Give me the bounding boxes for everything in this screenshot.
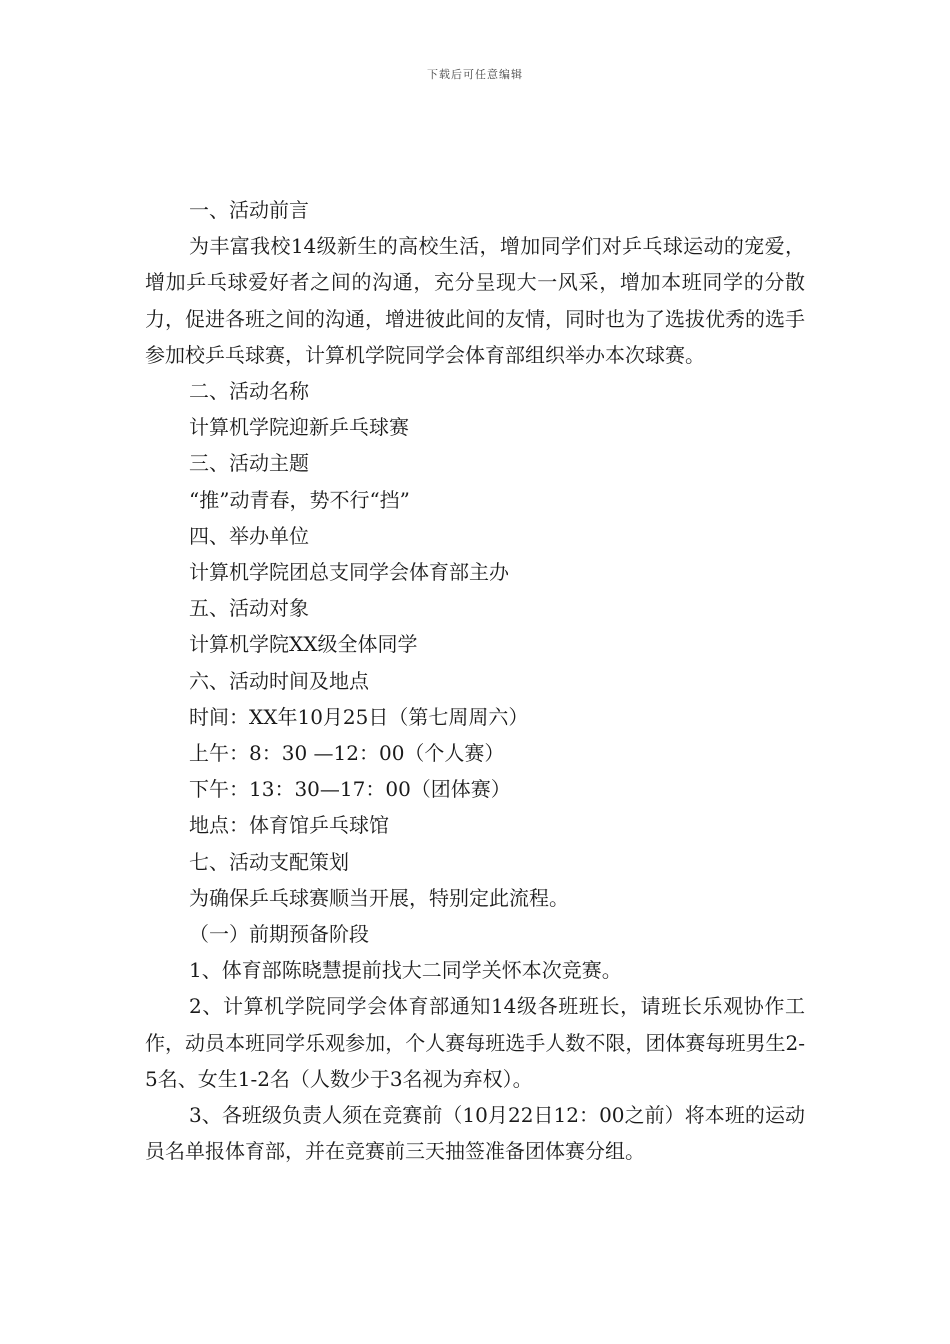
subheading-preparation: （一）前期预备阶段 <box>189 922 369 947</box>
paragraph-date: 时间：XX年10月25日（第七周周六） <box>189 704 529 729</box>
document-body <box>145 192 805 1169</box>
section-heading-organizer: 四、举办单位 <box>189 523 309 548</box>
section-heading-time-place: 六、活动时间及地点 <box>189 668 369 693</box>
page-header-note: 下载后可任意编辑 <box>427 68 523 81</box>
list-item-1: 1、体育部陈晓慧提前找大二同学关怀本次竞赛。 <box>189 958 622 983</box>
paragraph-name: 计算机学院迎新乒乓球赛 <box>189 415 409 440</box>
paragraph-participants: 计算机学院XX级全体同学 <box>189 632 418 657</box>
paragraph-morning: 上午：8：30 —12：00（个人赛） <box>189 741 505 766</box>
section-heading-plan: 七、活动支配策划 <box>189 849 349 874</box>
paragraph-organizer: 计算机学院团总支同学会体育部主办 <box>189 560 509 585</box>
section-heading-theme: 三、活动主题 <box>189 451 309 476</box>
list-item-3: 3、各班级负责人须在竞赛前（10月22日12：00之前）将本班的运动员名单报体育部，并在竞赛前三天抽签准备团体赛分组。 <box>145 1103 805 1164</box>
paragraph-afternoon: 下午：13：30—17：00（团体赛） <box>189 777 511 802</box>
paragraph-theme: “推”动青春，势不行“挡” <box>189 487 410 512</box>
section-heading-participants: 五、活动对象 <box>189 596 309 621</box>
section-heading-name: 二、活动名称 <box>189 379 309 404</box>
paragraph-venue: 地点：体育馆乒乓球馆 <box>189 813 389 838</box>
list-item-2: 2、计算机学院同学会体育部通知14级各班班长，请班长乐观协作工作，动员本班同学乐观参加，个人赛每班选手人数不限，团体赛每班男生2-5名、女生1-2名（人数少于3名视为弃权）。 <box>145 994 805 1091</box>
paragraph-preface: 为丰富我校14级新生的高校生活，增加同学们对乒乓球运动的宠爱，增加乒乓球爱好者之间的沟通，充分呈现大一风采，增加本班同学的分散力，促进各班之间的沟通，增进彼此间的友情，同时也为了选拔优秀的选手参加校乒乓球赛，计算机学院同学会体育部组织举办本次球赛。 <box>145 234 805 367</box>
paragraph-plan-intro: 为确保乒乓球赛顺当开展，特别定此流程。 <box>189 885 569 910</box>
section-heading-preface: 一、活动前言 <box>189 198 309 222</box>
